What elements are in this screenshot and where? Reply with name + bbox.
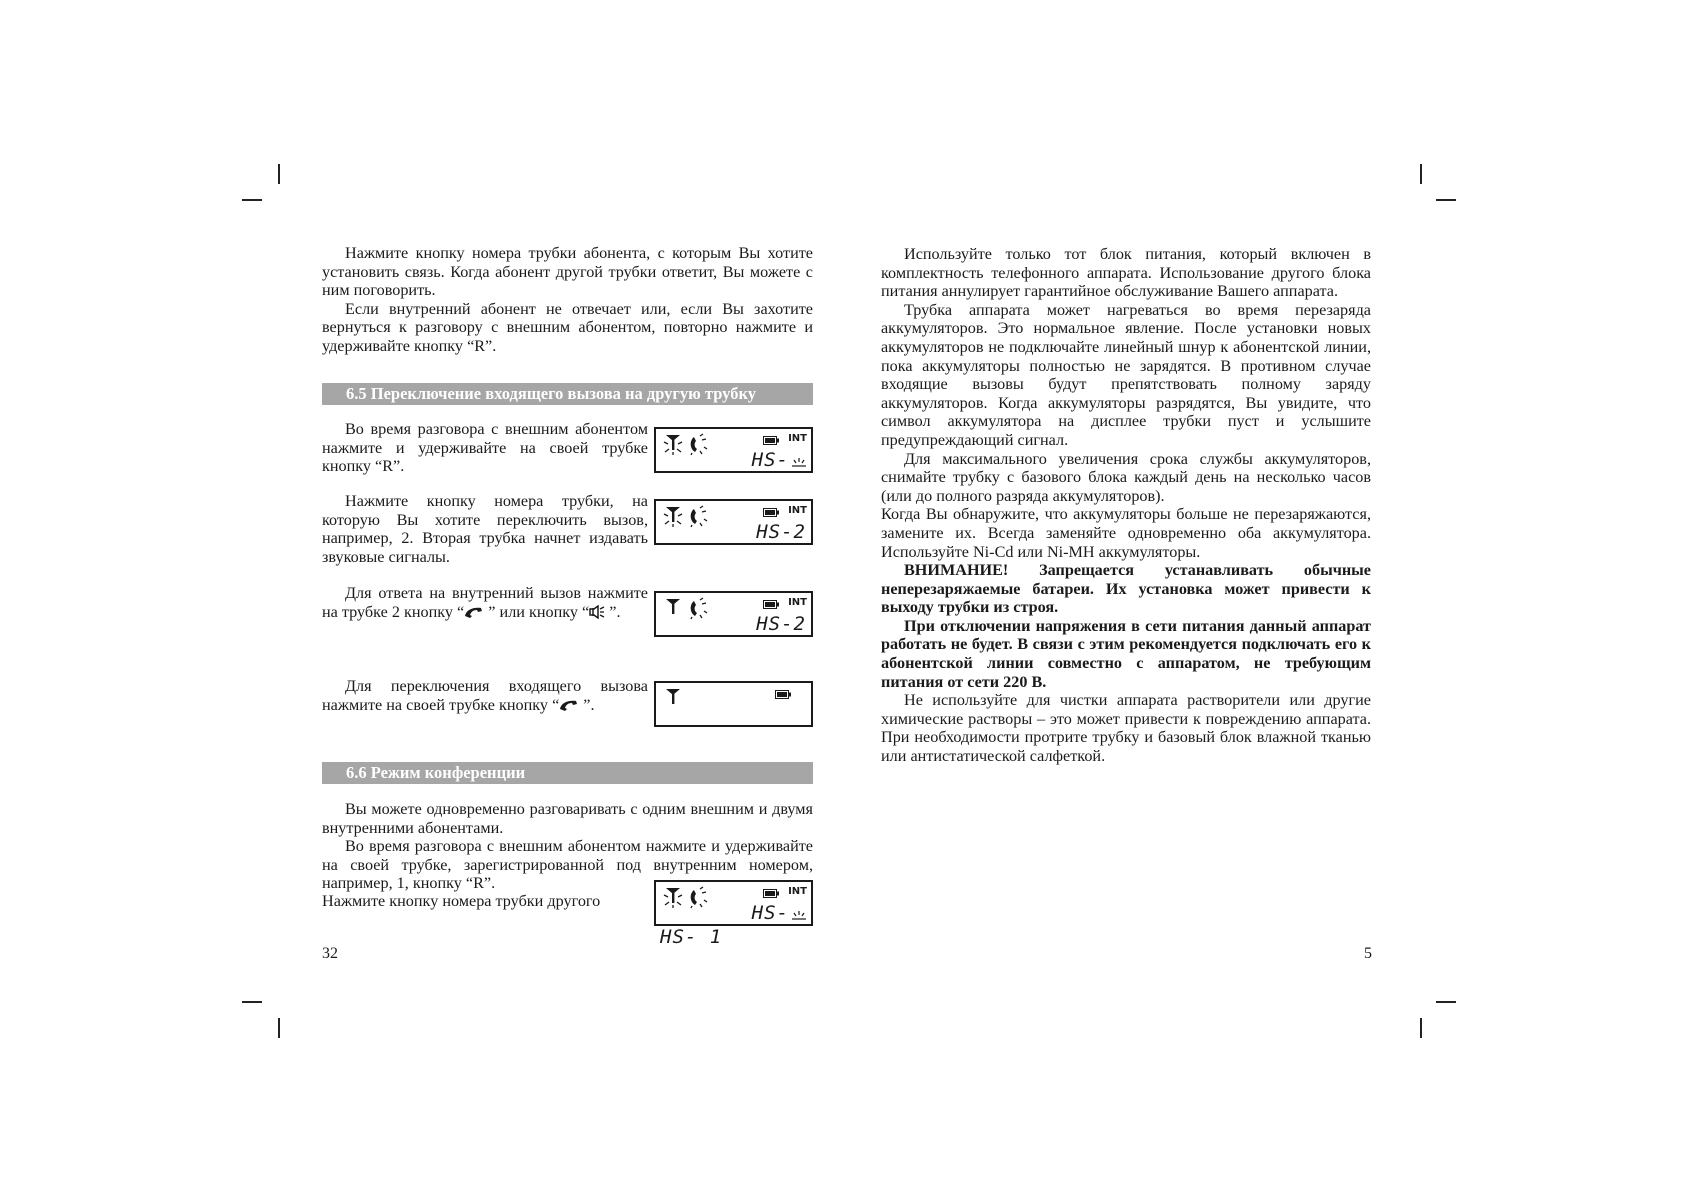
warning-paragraph: При отключении напряжения в сети питания данный аппарат работать не будет. В связи с этим рекомендуется подключать его к абонентской линии совместно с аппаратом, не требующим питания от сети 220 В.	[881, 616, 1371, 691]
int-label: INT	[788, 505, 807, 516]
crop-mark	[242, 1001, 262, 1003]
paragraph: Если внутренний абонент не отвечает или, если Вы захотите вернуться к разговору с внешним абонентом, повторно нажмите и удерживайте кнопку “R”.	[322, 299, 813, 355]
paragraph: Не используйте для чистки аппарата растворители или другие химические растворы – это может привести к повреждению аппарата. При необходимости протрите трубку и базовый блок влажной тканью или антистатической салфеткой.	[881, 691, 1371, 766]
battery-icon	[763, 508, 779, 517]
antenna-icon	[662, 504, 684, 528]
handset-display-4: HS- 1	[654, 681, 813, 727]
handset-icon	[686, 504, 712, 528]
text-part: Для ответа на внутренний вызов нажмите на трубке 2 кнопку “	[322, 584, 648, 621]
crop-mark	[242, 199, 262, 201]
page-number-right: 5	[1364, 945, 1372, 962]
crop-mark	[1420, 164, 1422, 184]
step-3-text	[322, 584, 648, 621]
int-label: INT	[788, 597, 807, 608]
antenna-icon	[662, 885, 684, 909]
handset-display-3	[654, 591, 813, 637]
warning-paragraph: ВНИМАНИЕ! Запрещается устанавливать обычные неперезаряжаемые батареи. Их установка может привести к выходу трубки из строя.	[881, 561, 1371, 617]
crop-mark	[278, 164, 280, 184]
battery-icon	[763, 600, 779, 609]
blinking-digit-icon	[791, 910, 807, 920]
step-2-text	[322, 492, 648, 566]
int-label: INT	[788, 886, 807, 897]
handset-icon	[686, 432, 712, 456]
battery-icon	[763, 889, 779, 898]
paragraph: Используйте только тот блок питания, который включен в комплектность телефонного аппарата. Использование другого блока питания аннулирует гарантийное обслуживание Вашего аппарата.	[881, 245, 1371, 301]
conference-step-text	[322, 892, 648, 911]
paragraph	[322, 584, 648, 621]
paragraph: Когда Вы обнаружите, что аккумуляторы больше не перезаряжаются, замените их. Всегда заменяйте одновременно оба аккумулятора. Используйте Ni-Cd или Ni-MH аккумуляторы.	[881, 505, 1371, 561]
blinking-digit-icon	[791, 457, 807, 467]
speaker-icon	[589, 605, 605, 619]
handset-icon	[559, 698, 579, 712]
crop-mark	[1436, 1001, 1456, 1003]
step-1-text	[322, 420, 648, 476]
paragraph: Во время разговора с внешним абонентом нажмите и удерживайте на своей трубке, зарегистрированной под внутренним номером, например, 1, кнопку “R”.	[322, 837, 813, 893]
paragraph: Во время разговора с внешним абонентом нажмите и удерживайте на своей трубке кнопку “R”.	[322, 420, 648, 476]
handset-icon	[686, 885, 712, 909]
text-part: ”.	[605, 602, 621, 621]
section-heading-6-6: 6.6 Режим конференции	[322, 762, 813, 784]
paragraph: Нажмите кнопку номера трубки другого	[322, 892, 601, 910]
paragraph	[322, 677, 648, 714]
paragraph: Трубка аппарата может нагреваться во время перезаряда аккумуляторов. Это нормальное явление. После установки новых аккумуляторов не подключайте линейный шнур к абонентской линии, пока аккумуляторы полностью не зарядятся. В противном случае входящие вызовы будут препятствовать полному заряду аккумуляторов. Когда аккумуляторы разрядятся, Вы увидите, что символ аккумулятора на дисплее трубки пуст и услышите предупреждающий сигнал.	[881, 300, 1371, 449]
handset-display-2	[654, 499, 813, 545]
handset-display-5	[654, 880, 813, 926]
paragraph: Нажмите кнопку номера трубки, на которую Вы хотите переключить вызов, например, 2. Вторая трубка начнет издавать звуковые сигналы.	[322, 492, 648, 566]
text-part: Для переключения входящего вызова нажмите на своей трубке кнопку “	[322, 677, 648, 714]
display-code: HS-2	[756, 521, 806, 543]
antenna-icon	[662, 432, 684, 456]
handset-icon	[464, 605, 484, 619]
antenna-icon	[662, 686, 684, 710]
paragraph: Вы можете одновременно разговаривать с одним внешним и двумя внутренними абонентами.	[322, 800, 813, 837]
text-part: ”.	[579, 695, 595, 714]
handset-display-1	[654, 427, 813, 473]
text-part: ” или кнопку “	[484, 602, 590, 621]
battery-icon	[763, 436, 779, 445]
paragraph: Нажмите кнопку номера трубки абонента, с которым Вы хотите установить связь. Когда абонент другой трубки ответит, Вы можете с ним поговорить.	[322, 244, 813, 300]
left-intro	[322, 244, 813, 356]
crop-mark	[1420, 1018, 1422, 1038]
display-code: HS-	[751, 902, 789, 924]
right-column	[881, 245, 1371, 766]
handset-icon	[686, 596, 712, 620]
step-4-text	[322, 677, 648, 714]
crop-mark	[1436, 199, 1456, 201]
display-code: HS-	[751, 449, 789, 471]
display-code: HS-2	[756, 613, 806, 635]
battery-icon	[775, 690, 791, 699]
paragraph: Для максимального увеличения срока службы аккумуляторов, снимайте трубку с базового блока каждый день на несколько часов (или до полного разряда аккумуляторов).	[881, 449, 1371, 505]
crop-mark	[278, 1018, 280, 1038]
page-number-left: 32	[322, 945, 338, 962]
section-heading-6-5: 6.5 Переключение входящего вызова на другую трубку	[322, 383, 813, 405]
int-label: INT	[788, 433, 807, 444]
antenna-icon	[662, 596, 684, 620]
